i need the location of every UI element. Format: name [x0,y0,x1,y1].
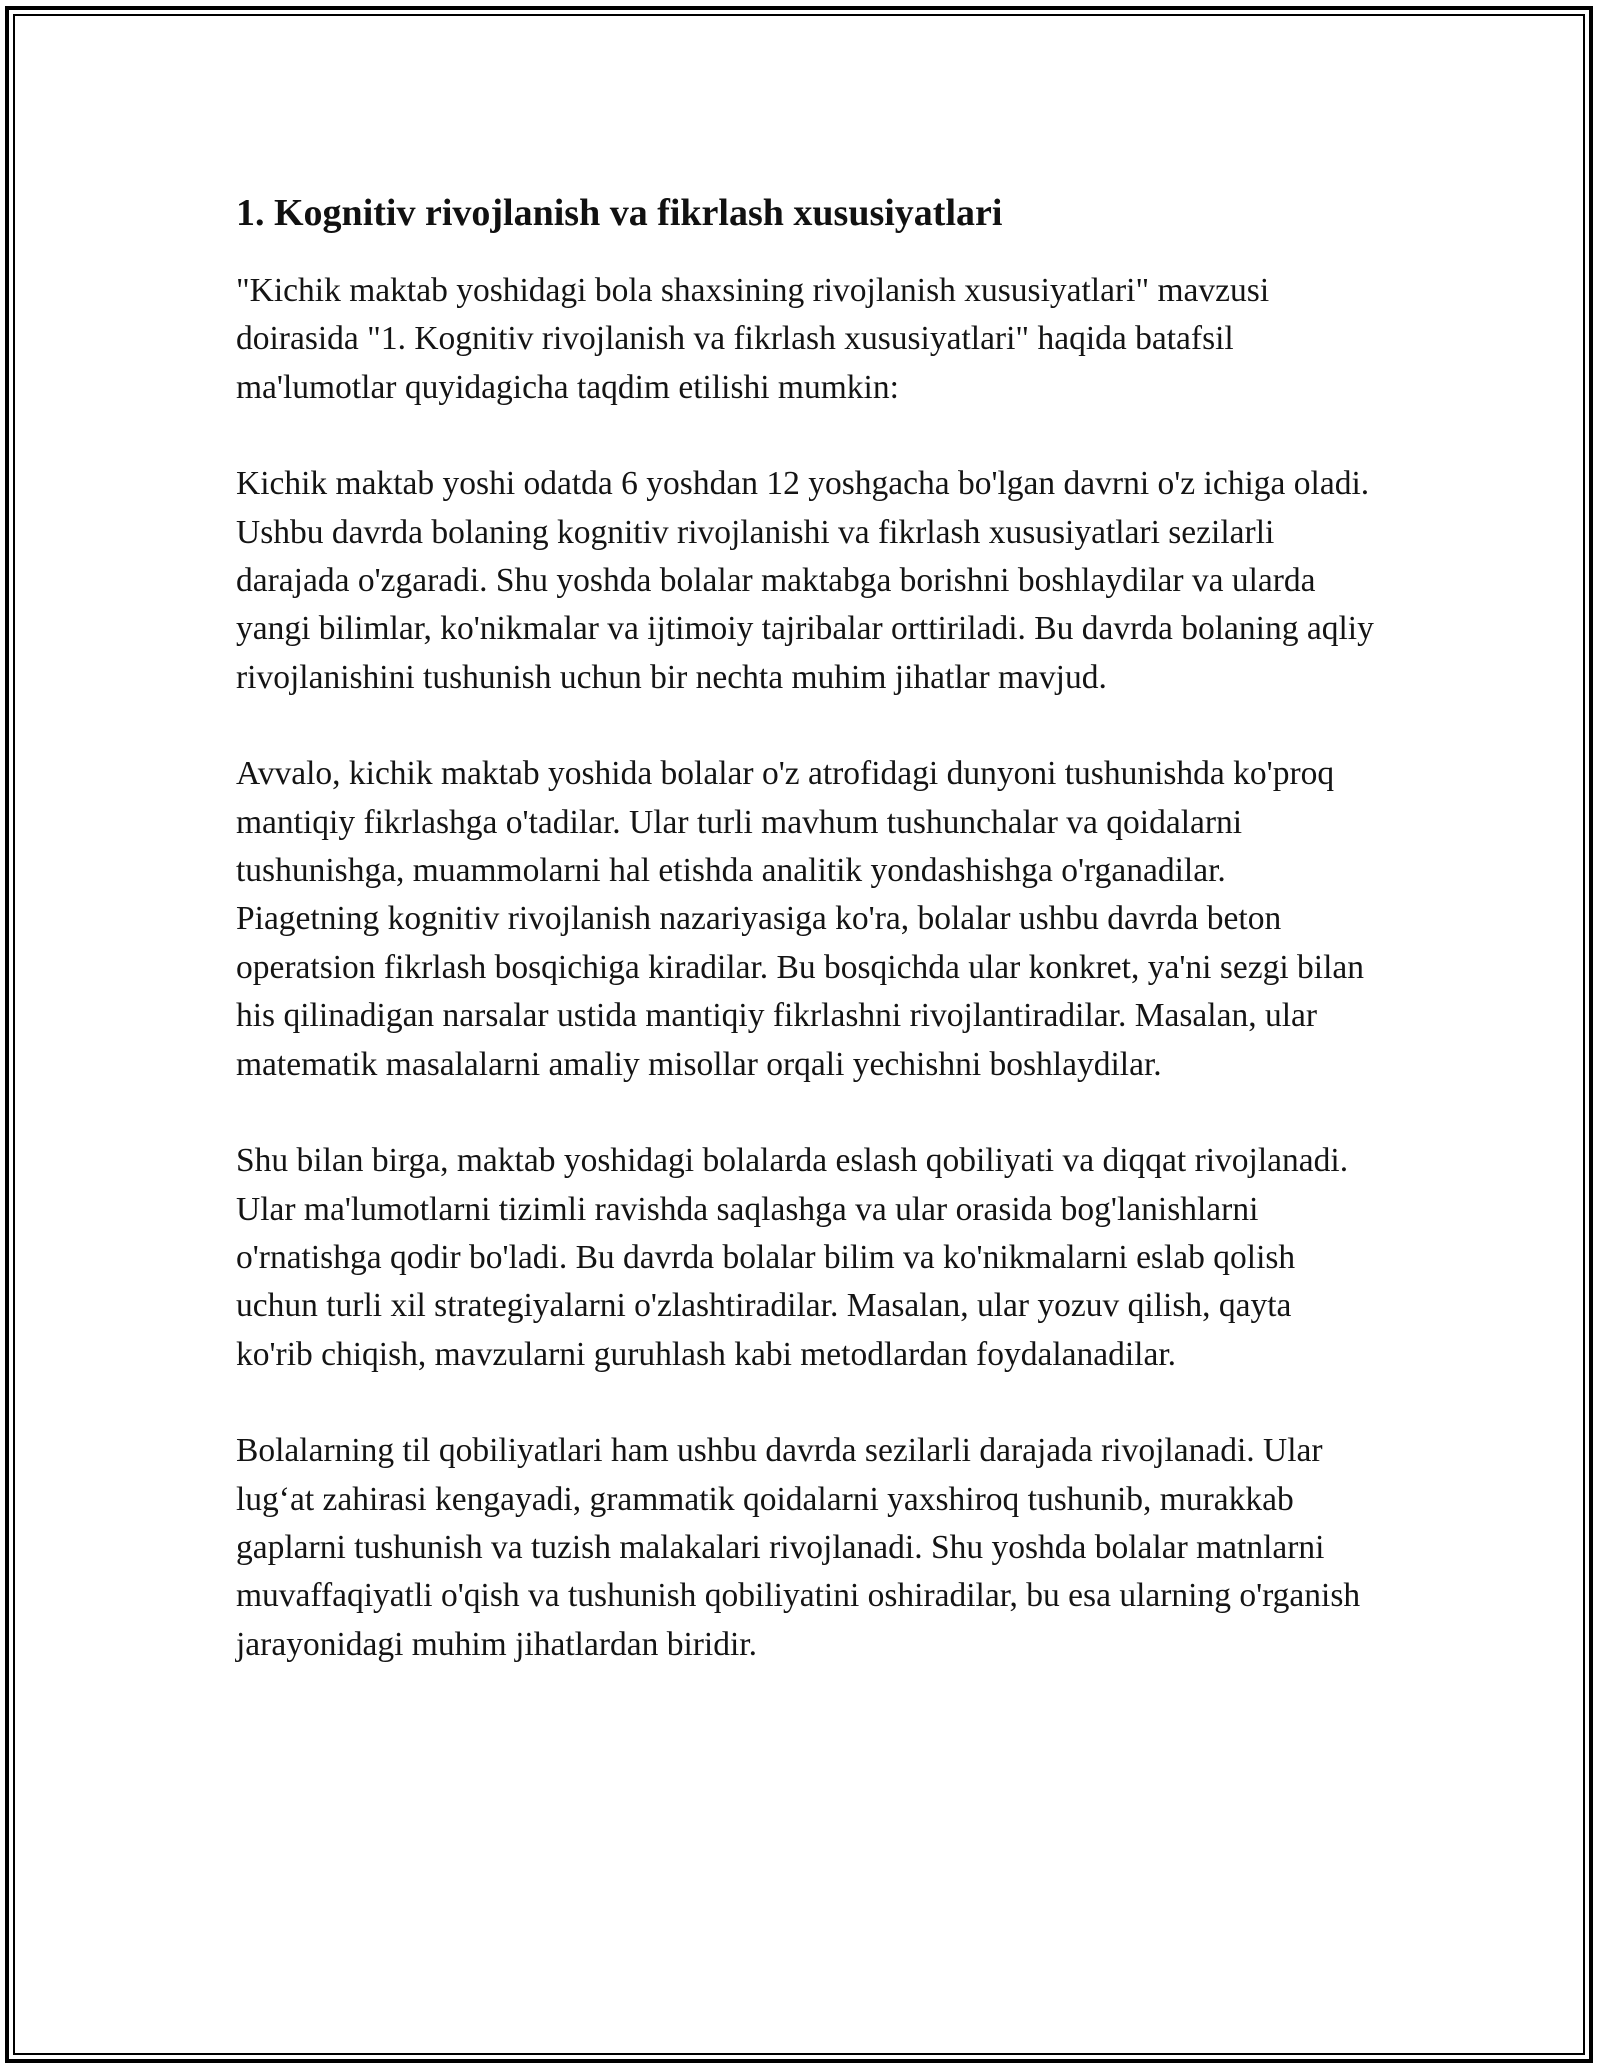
paragraph-logical-thinking: Avvalo, kichik maktab yoshida bolalar o'z atrofidagi dunyoni tushunishda ko'proq mantiqiy fikrlashga o'tadilar. Ular turli mavhum tushunchalar va qoidalarni tushunishga, muammolarni hal etishda analitik yondashishga o'rganadilar. Piagetning kognitiv rivojlanish nazariyasiga ko'ra, bolalar ushbu davrda beton operatsion fikrlash bosqichiga kiradilar. Bu bosqichda ular konkret, ya'ni sezgi bilan his qilinadigan narsalar ustida mantiqiy fikrlashni rivojlantiradilar. Masalan, ular matematik masalalarni amaliy misollar orqali yechishni boshlaydilar. [236,755,1365,1083]
section-heading: 1. Kognitiv rivojlanish va fikrlash xususiyatlari [236,192,1003,234]
paragraph-memory-attention: Shu bilan birga, maktab yoshidagi bolalarda eslash qobiliyati va diqqat rivojlanadi. Ular ma'lumotlarni tizimli ravishda saqlashga va ular orasida bog'lanishlarni o'rnatishga qodir bo'ladi. Bu davrda bolalar bilim va ko'nikmalarni eslab qolish uchun turli xil strategiyalarni o'zlashtiradilar. Masalan, ular yozuv qilish, qayta ko'rib chiqish, mavzularni guruhlash kabi metodlardan foydalanadilar. [236,1142,1349,1373]
paragraph-intro: "Kichik maktab yoshidagi bola shaxsining rivojlanish xususiyatlari" mavzusi doirasida "1. Kognitiv rivojlanish va fikrlash xususiyatlari" haqida batafsil ma'lumotlar quyidagicha taqdim etilishi mumkin: [236,272,1270,406]
paragraph-language-skills: Bolalarning til qobiliyatlari ham ushbu davrda sezilarli darajada rivojlanadi. Ular lug‘at zahirasi kengayadi, grammatik qoidalarni yaxshiroq tushunib, murakkab gaplarni tushunish va tuzish malakalari rivojlanadi. Shu yoshda bolalar matnlarni muvaffaqiyatli o'qish va tushunish qobiliyatini oshiradilar, bu esa ularning o'rganish jarayonidagi muhim jihatlardan biridir. [236,1432,1361,1663]
document-body [236,185,1376,1717]
paragraph-age-period: Kichik maktab yoshi odatda 6 yoshdan 12 yoshgacha bo'lgan davrni o'z ichiga oladi. Ushbu davrda bolaning kognitiv rivojlanishi va fikrlash xususiyatlari sezilarli darajada o'zgaradi. Shu yoshda bolalar maktabga borishni boshlaydilar va ularda yangi bilimlar, ko'nikmalar va ijtimoiy tajribalar orttiriladi. Bu davrda bolaning aqliy rivojlanishini tushunish uchun bir nechta muhim jihatlar mavjud. [236,465,1374,696]
